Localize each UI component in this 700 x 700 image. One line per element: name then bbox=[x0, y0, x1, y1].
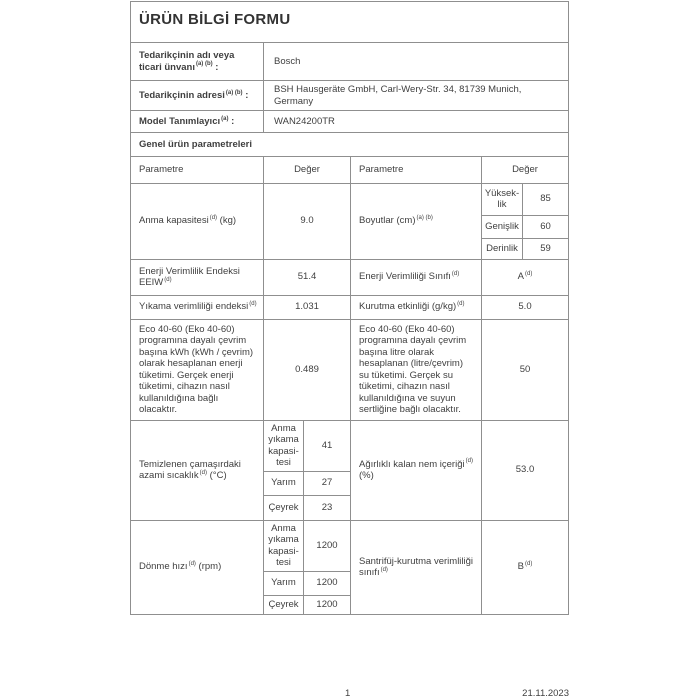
footnote-mark: (d) bbox=[451, 271, 460, 278]
water-consumption-text: Eco 40-60 (Eko 40-60) programına dayalı çevrim başına litre olarak hesaplanan (litre/çevrim) su tüketimi. Gerçek su tüketimi, cihazın nasıl kullanıldığına ve suyun sertliğine bağlı olacaktır. bbox=[359, 323, 467, 415]
energy-class-value bbox=[482, 260, 568, 295]
energy-class-letter: A bbox=[517, 271, 524, 283]
drying-effectiveness-label-text: Kurutma etkinliği (g/kg) bbox=[359, 301, 457, 313]
footnote-mark: (d) bbox=[465, 458, 473, 465]
load-type-label: Yarım bbox=[264, 572, 304, 595]
capacity-value: 9.0 bbox=[264, 184, 351, 259]
header-parametre-right: Parametre bbox=[351, 157, 482, 183]
dimension-value: 85 bbox=[540, 193, 551, 205]
row-spin-speed-class bbox=[130, 520, 569, 615]
eei-value: 51.4 bbox=[264, 260, 351, 295]
energy-class-label-text: Enerji Verimliliği Sınıfı bbox=[359, 271, 451, 283]
footnote-mark: (d) bbox=[209, 215, 218, 222]
max-temp-value: 41 bbox=[321, 439, 333, 451]
footer-date: 21.11.2023 bbox=[522, 688, 569, 699]
spin-speed-value: 1200 bbox=[316, 539, 338, 551]
supplier-name-label bbox=[131, 43, 264, 80]
spin-speed-quarter-row bbox=[264, 596, 350, 614]
supplier-address-value: BSH Hausgeräte GmbH, Carl-Wery-Str. 34, 81739 Munich, Germany bbox=[274, 84, 522, 107]
drying-effectiveness-label bbox=[351, 296, 482, 319]
parameter-table-header-row bbox=[130, 156, 569, 184]
header-parametre-left: Parametre bbox=[131, 157, 264, 183]
energy-consumption-value: 0.489 bbox=[264, 320, 351, 420]
dimension-row-height bbox=[482, 184, 568, 216]
max-temp-quarter-row bbox=[264, 496, 350, 520]
eei-label bbox=[131, 260, 264, 295]
spin-speed-value: 1200 bbox=[316, 598, 338, 610]
dimension-name: Genişlik bbox=[482, 216, 523, 238]
load-type-label: Anma yıkama kapasi-tesi bbox=[264, 521, 304, 571]
footnote-mark: (a) (b) bbox=[225, 89, 243, 96]
supplier-address-label-text: Tedarikçinin adresi bbox=[139, 89, 225, 101]
row-max-temp-moisture bbox=[130, 420, 569, 521]
moisture-unit: (%) bbox=[359, 470, 374, 481]
max-temp-label-text: Temizlenen çamaşırdaki azami sıcaklık bbox=[139, 458, 241, 481]
row-capacity-dimensions bbox=[130, 183, 569, 260]
spin-speed-label bbox=[131, 521, 264, 614]
row-eei-energy-class bbox=[130, 259, 569, 296]
footnote-mark: (d) bbox=[249, 301, 257, 308]
moisture-value: 53.0 bbox=[515, 464, 535, 476]
capacity-unit: (kg) bbox=[217, 215, 237, 227]
spin-class-letter: B bbox=[517, 561, 524, 573]
spin-speed-value: 1200 bbox=[316, 577, 338, 589]
moisture-label bbox=[351, 421, 482, 520]
max-temp-half-row bbox=[264, 472, 350, 496]
dimensions-values bbox=[482, 184, 568, 259]
footnote-mark: (d) bbox=[457, 301, 465, 308]
footnote-mark: (a) (b) bbox=[195, 61, 213, 68]
load-type-label: Çeyrek bbox=[264, 496, 304, 520]
footnote-mark: (a) bbox=[221, 115, 229, 122]
max-temp-values bbox=[264, 421, 351, 520]
dimension-value: 59 bbox=[540, 242, 551, 254]
model-identifier-label-text: Model Tanımlayıcı bbox=[139, 115, 221, 127]
load-type-label: Çeyrek bbox=[264, 596, 304, 614]
drying-effectiveness-value: 5.0 bbox=[518, 301, 532, 313]
dimension-name: Derinlik bbox=[482, 239, 523, 259]
model-identifier-value: WAN24200TR bbox=[274, 115, 335, 127]
colon: : bbox=[228, 115, 235, 127]
page-number: 1 bbox=[345, 688, 351, 699]
colon: : bbox=[242, 89, 249, 101]
footnote-mark: (d) bbox=[525, 561, 533, 568]
capacity-label bbox=[131, 184, 264, 259]
energy-consumption-text: Eco 40-60 (Eko 40-60) programına dayalı çevrim başına kWh (kWh / çevrim) olarak hesaplanan enerji tüketimi. Gerçek enerji tüketimi, cihazın nasıl kullanıldığına bağlı olacaktır. bbox=[139, 323, 254, 415]
header-deger-right: Değer bbox=[512, 164, 538, 175]
water-consumption-value: 50 bbox=[519, 363, 531, 375]
spin-speed-unit: (rpm) bbox=[195, 561, 222, 573]
max-temp-unit: (°C) bbox=[207, 470, 227, 481]
dimensions-label bbox=[351, 184, 482, 259]
supplier-name-value: Bosch bbox=[274, 55, 301, 67]
supplier-address-label bbox=[131, 81, 264, 110]
dimension-row-width bbox=[482, 216, 568, 239]
dimensions-label-text: Boyutlar (cm) bbox=[359, 215, 416, 227]
max-temp-value: 27 bbox=[321, 477, 333, 489]
energy-class-label bbox=[351, 260, 482, 295]
model-identifier-row bbox=[130, 110, 569, 133]
spin-class-label bbox=[351, 521, 482, 614]
spin-speed-label-text: Dönme hızı bbox=[139, 561, 188, 573]
spin-class-label-text: Santrifüj-kurutma verimliliği sınıfı bbox=[359, 555, 474, 578]
water-consumption-label bbox=[351, 320, 482, 420]
header-deger-left: Değer bbox=[264, 157, 351, 183]
product-information-form bbox=[130, 2, 569, 615]
footnote-mark: (d) bbox=[188, 561, 196, 568]
document-title-text: ÜRÜN BİLGİ FORMU bbox=[139, 11, 291, 28]
general-parameters-section-title: Genel ürün parametreleri bbox=[130, 132, 569, 157]
max-temp-rated-row bbox=[264, 421, 350, 472]
eei-label-text: Enerji Verimlilik Endeksi EEIW bbox=[139, 265, 240, 288]
max-temp-value: 23 bbox=[321, 501, 333, 513]
spin-speed-values bbox=[264, 521, 351, 614]
spin-speed-half-row bbox=[264, 572, 350, 596]
footnote-mark: (d) bbox=[380, 566, 388, 573]
load-type-label: Yarım bbox=[264, 472, 304, 495]
row-washing-index-drying bbox=[130, 295, 569, 320]
washing-index-label-text: Yıkama verimliliği endeksi bbox=[139, 301, 249, 313]
footnote-mark: (d) bbox=[199, 469, 207, 476]
load-type-label: Anma yıkama kapasi-tesi bbox=[264, 421, 304, 471]
spin-class-value bbox=[482, 521, 568, 614]
dimension-value: 60 bbox=[540, 220, 551, 232]
energy-consumption-label bbox=[131, 320, 264, 420]
capacity-label-text: Anma kapasitesi bbox=[139, 215, 209, 227]
footnote-mark: (a) (b) bbox=[416, 215, 433, 222]
max-temp-label bbox=[131, 421, 264, 520]
spin-speed-rated-row bbox=[264, 521, 350, 572]
moisture-label-text: Ağırlıklı kalan nem içeriği bbox=[359, 458, 465, 470]
footnote-mark: (d) bbox=[525, 271, 533, 278]
colon: : bbox=[212, 61, 219, 73]
supplier-name-label-text: Tedarikçinin adı veya ticari ünvanı bbox=[139, 50, 235, 73]
footnote-mark: (d) bbox=[164, 276, 172, 283]
dimension-row-depth bbox=[482, 239, 568, 259]
dimension-name: Yüksek-lik bbox=[482, 184, 523, 215]
supplier-name-row bbox=[130, 42, 569, 81]
washing-index-value: 1.031 bbox=[264, 296, 351, 319]
page-footer bbox=[0, 688, 700, 700]
row-energy-water-consumption bbox=[130, 319, 569, 421]
document-title bbox=[130, 1, 569, 43]
washing-index-label bbox=[131, 296, 264, 319]
model-identifier-label bbox=[131, 111, 264, 132]
supplier-address-row bbox=[130, 80, 569, 111]
